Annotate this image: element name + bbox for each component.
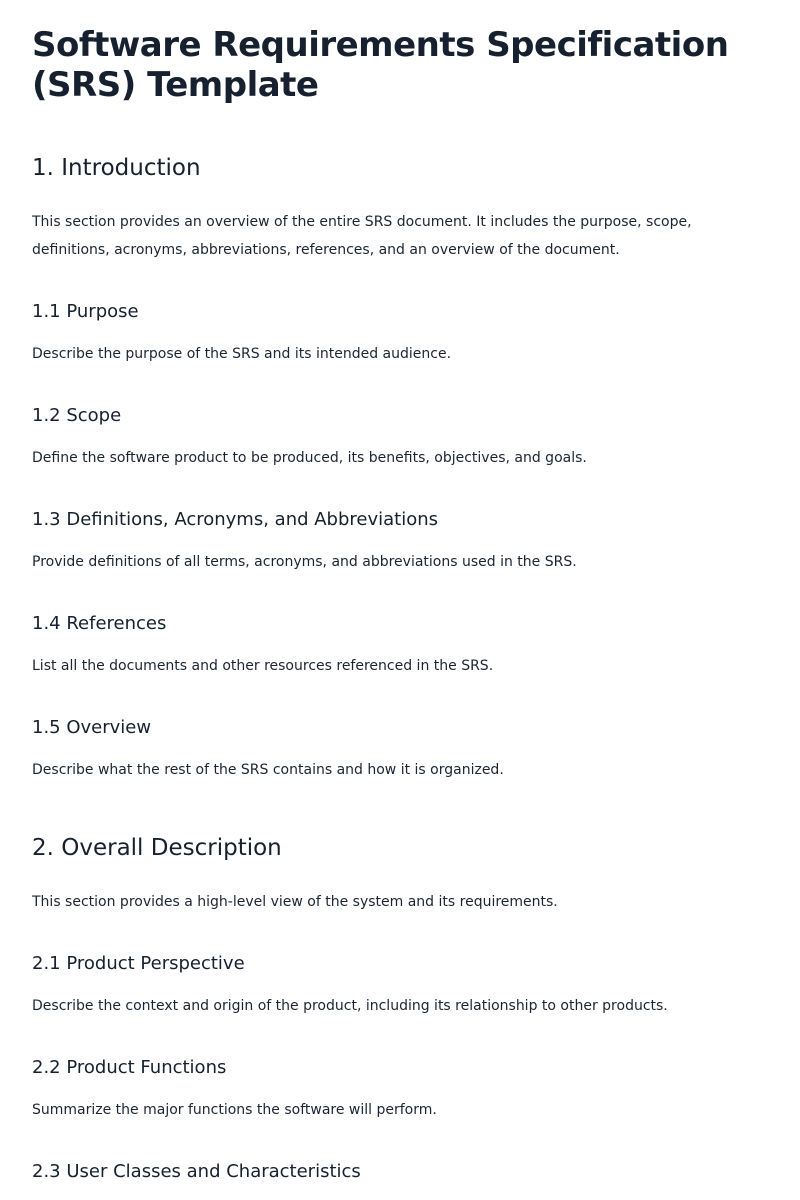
subsection-text-purpose: Describe the purpose of the SRS and its intended audience. [32, 346, 452, 362]
subsection-heading-product-functions: 2.2 Product Functions [32, 1057, 227, 1078]
subsection-heading-overview: 1.5 Overview [32, 717, 152, 738]
subsection-heading-scope: 1.2 Scope [32, 405, 122, 426]
subsection-text-product-functions: Summarize the major functions the software will perform. [32, 1102, 437, 1118]
section-heading-overall-description: 2. Overall Description [32, 835, 282, 861]
subsection-heading-references: 1.4 References [32, 613, 167, 634]
subsection-text-references: List all the documents and other resources referenced in the SRS. [32, 658, 494, 674]
section-heading-introduction: 1. Introduction [32, 155, 201, 181]
subsection-heading-product-perspective: 2.1 Product Perspective [32, 953, 245, 974]
subsection-heading-user-classes: 2.3 User Classes and Characteristics [32, 1161, 361, 1182]
subsection-heading-purpose: 1.1 Purpose [32, 301, 139, 322]
section-intro-introduction: This section provides an overview of the entire SRS document. It includes the purpose, scope, definitions, acronyms, abbreviations, references, and an overview of the document. [32, 214, 692, 258]
document-title: Software Requirements Specification (SRS) Template [32, 25, 729, 105]
subsection-text-product-perspective: Describe the context and origin of the product, including its relationship to other products. [32, 998, 668, 1014]
subsection-text-overview: Describe what the rest of the SRS contains and how it is organized. [32, 762, 504, 778]
subsection-heading-definitions: 1.3 Definitions, Acronyms, and Abbreviations [32, 509, 439, 530]
subsection-text-definitions: Provide definitions of all terms, acronyms, and abbreviations used in the SRS. [32, 554, 577, 570]
section-intro-overall-description: This section provides a high-level view of the system and its requirements. [32, 894, 558, 910]
subsection-text-scope: Define the software product to be produced, its benefits, objectives, and goals. [32, 450, 587, 466]
